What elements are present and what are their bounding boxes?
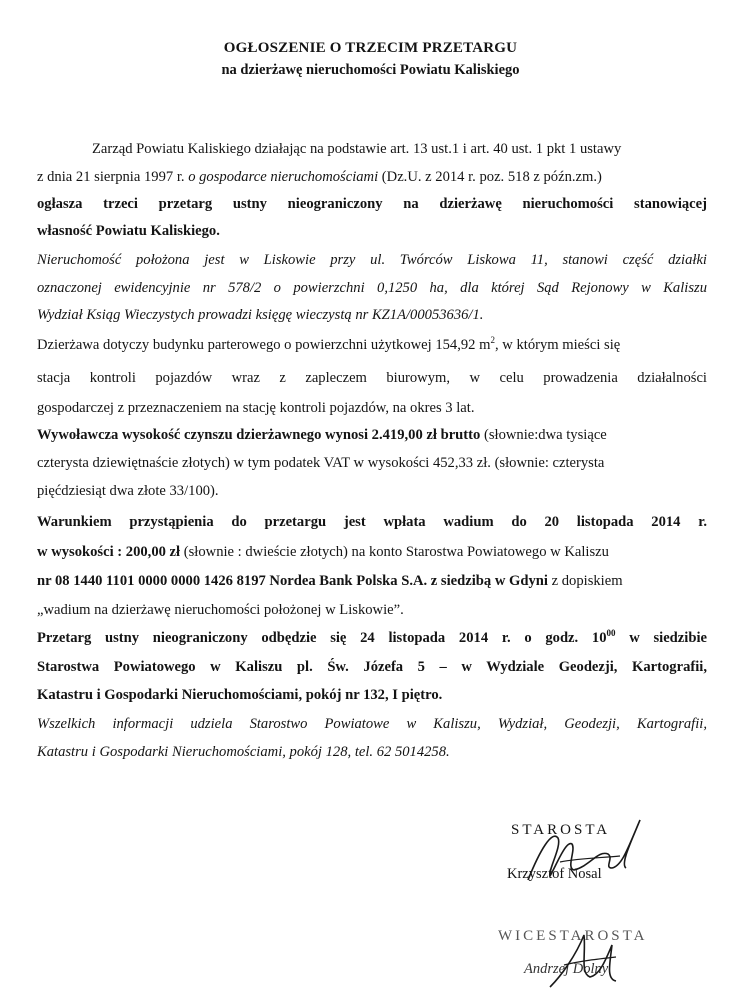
wicestarosta-stamp-title: WICESTAROSTA [498, 928, 648, 944]
paragraph-5-line-1: Warunkiem przystąpienia do przetargu jest wpłata wadium do 20 listopada 2014 r. [37, 514, 707, 530]
paragraph-4-line-1: Wywoławcza wysokość czynszu dzierżawnego wynosi 2.419,00 zł brutto (słownie:dwa tysiące [37, 427, 607, 443]
paragraph-6-line-3: Katastru i Gospodarki Nieruchomościami, pokój nr 132, I piętro. [37, 687, 443, 703]
paragraph-1-line-1: Zarząd Powiatu Kaliskiego działając na podstawie art. 13 ust.1 i art. 40 ust. 1 pkt 1 ustawy [92, 141, 622, 157]
paragraph-2-line-2: oznaczonej ewidencyjnie nr 578/2 o powierzchni 0,1250 ha, dla której Sąd Rejonowy w Kaliszu [37, 280, 707, 296]
starosta-stamp-name: Krzysztof Nosal [507, 866, 602, 882]
paragraph-6-line-1: Przetarg ustny nieograniczony odbędzie się 24 listopada 2014 r. o godz. $10^{00}$ w siedzibie [37, 628, 707, 646]
wicestarosta-stamp-name: Andrzej Dolny [524, 961, 609, 977]
document-title: OGŁOSZENIE O TRZECIM PRZETARGU [223, 40, 518, 56]
paragraph-7-line-1: Wszelkich informacji udziela Starostwo Powiatowe w Kaliszu, Wydział, Geodezji, Kartografii, [37, 716, 707, 732]
paragraph-2-line-1: Nieruchomość położona jest w Liskowie przy ul. Twórców Liskowa 11, stanowi część działki [37, 252, 707, 268]
document-subtitle: na dzierżawę nieruchomości Powiatu Kaliskiego [221, 62, 520, 78]
paragraph-3-line-2: stacja kontroli pojazdów wraz z zapleczem biurowym, w celu prowadzenia działalności [37, 370, 707, 386]
paragraph-4-line-2: czterysta dziewiętnaście złotych) w tym podatek VAT w wysokości 452,33 zł. (słownie: czterysta [37, 455, 605, 471]
paragraph-3-line-3: gospodarczej z przeznaczeniem na stację kontroli pojazdów, na okres 3 lat. [37, 400, 475, 416]
wicestarosta-handwritten-signature [520, 915, 640, 995]
paragraph-6-line-2: Starostwa Powiatowego w Kaliszu pl. Św. Józefa 5 – w Wydziale Geodezji, Kartografii, [37, 659, 707, 675]
paragraph-5-line-3: nr 08 1440 1101 0000 0000 1426 8197 Nordea Bank Polska S.A. z siedzibą w Gdyni z dopiskiem [37, 573, 623, 589]
paragraph-7-line-2: Katastru i Gospodarki Nieruchomościami, pokój 128, tel. 62 5014258. [37, 744, 450, 760]
paragraph-2-line-3: Wydział Ksiąg Wieczystych prowadzi księgę wieczystą nr KZ1A/00053636/1. [37, 307, 484, 323]
paragraph-4-line-3: pięćdziesiąt dwa złote 33/100). [37, 483, 219, 499]
paragraph-5-line-4: „wadium na dzierżawę nieruchomości położonej w Liskowie”. [37, 602, 404, 618]
paragraph-1-line-2: z dnia 21 sierpnia 1997 r. o gospodarce nieruchomościami (Dz.U. z 2014 r. poz. 518 z późn.zm.) [37, 169, 602, 185]
paragraph-5-line-2: w wysokości : 200,00 zł (słownie : dwieście złotych) na konto Starostwa Powiatowego w Kaliszu [37, 544, 609, 560]
paragraph-1-line-3: ogłasza trzeci przetarg ustny nieograniczony na dzierżawę nieruchomości stanowiącej [37, 196, 707, 212]
starosta-handwritten-signature [500, 810, 670, 890]
paragraph-3-line-1: Dzierżawa dotyczy budynku parterowego o powierzchni użytkowej 154,92 $m^2$, w którym mieści się [37, 335, 621, 353]
paragraph-1-line-4: własność Powiatu Kaliskiego. [37, 223, 220, 239]
starosta-stamp-title: STAROSTA [511, 822, 611, 838]
